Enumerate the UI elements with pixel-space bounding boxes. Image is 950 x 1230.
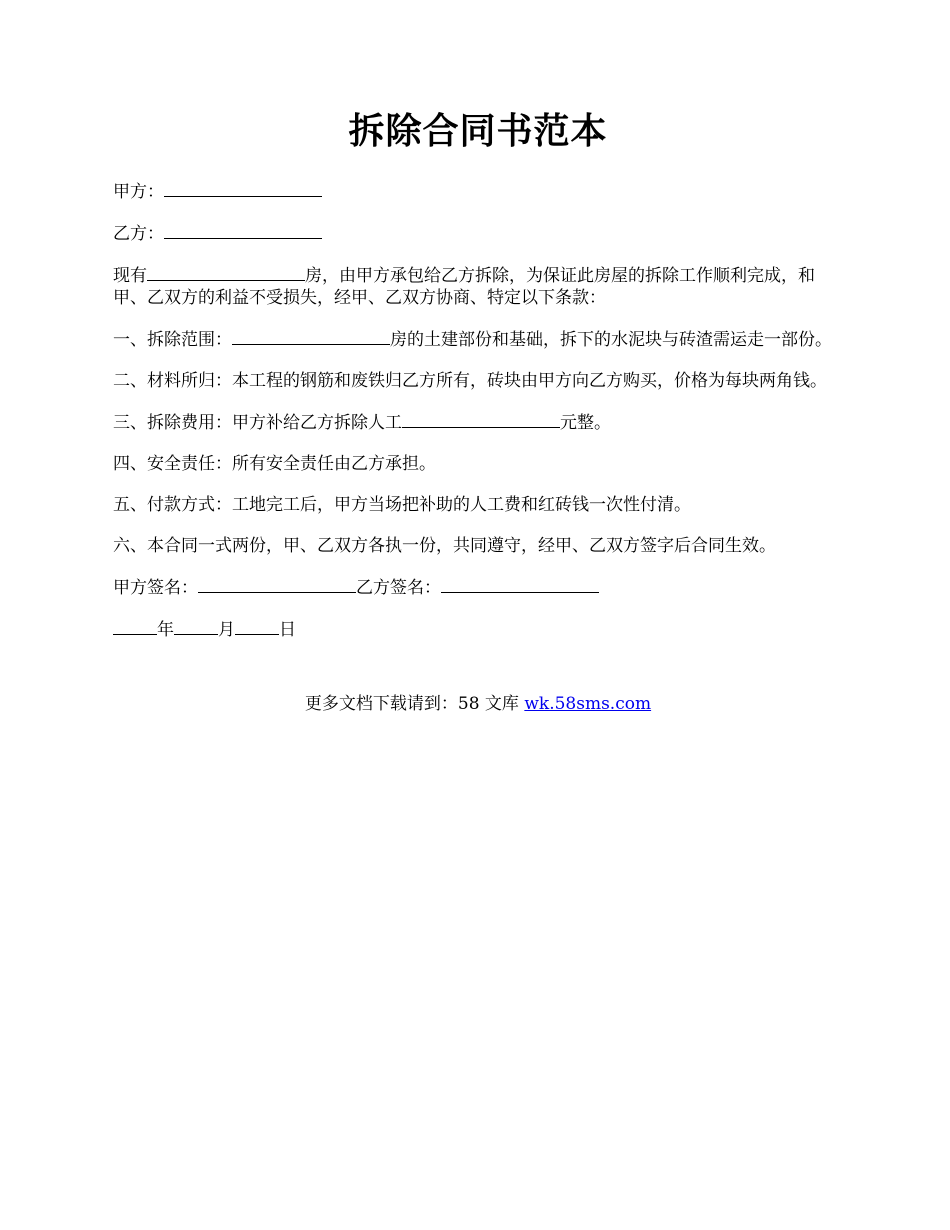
- party-b-blank: [164, 222, 322, 239]
- party-b-line: [113, 222, 843, 245]
- clause-1: [113, 328, 843, 351]
- intro-blank: [147, 264, 305, 281]
- sign-a-blank: [198, 576, 356, 593]
- clause-1-prefix: 一、拆除范围：: [113, 330, 232, 350]
- clause-3-suffix: 元整。: [560, 413, 611, 433]
- sign-b-label: 乙方签名：: [356, 578, 441, 598]
- intro-paragraph: [113, 264, 843, 309]
- day-blank: [235, 618, 279, 635]
- clause-3-prefix: 三、拆除费用：甲方补给乙方拆除人工: [113, 413, 402, 433]
- day-label: 日: [279, 620, 296, 640]
- year-label: 年: [157, 620, 174, 640]
- signature-line: [113, 576, 843, 599]
- clause-1-suffix: 房的土建部份和基础，拆下的水泥块与砖渣需运走一部份。: [390, 330, 832, 350]
- clause-2: 二、材料所归：本工程的钢筋和废铁归乙方所有，砖块由甲方向乙方购买，价格为每块两角钱。: [113, 371, 827, 391]
- month-label: 月: [218, 620, 235, 640]
- clause-6: 六、本合同一式两份，甲、乙双方各执一份，共同遵守，经甲、乙双方签字后合同生效。: [113, 536, 776, 556]
- footer-link[interactable]: wk.58sms.com: [524, 694, 652, 714]
- clause-5: 五、付款方式：工地完工后，甲方当场把补助的人工费和红砖钱一次性付清。: [113, 495, 691, 515]
- intro-prefix: 现有: [113, 266, 147, 286]
- footer-text: 更多文档下载请到：58 文库: [304, 694, 525, 714]
- party-b-label: 乙方：: [113, 224, 164, 244]
- sign-a-label: 甲方签名：: [113, 578, 198, 598]
- document-title: 拆除合同书范本: [348, 110, 608, 152]
- clause-3: [113, 411, 843, 434]
- date-line: [113, 618, 843, 641]
- clause-1-blank: [232, 328, 390, 345]
- clause-4: 四、安全责任：所有安全责任由乙方承担。: [113, 454, 436, 474]
- month-blank: [174, 618, 218, 635]
- footer: [113, 693, 843, 715]
- document-body: [113, 180, 843, 660]
- clause-3-blank: [402, 411, 560, 428]
- sign-b-blank: [441, 576, 599, 593]
- party-a-blank: [164, 180, 322, 197]
- party-a-label: 甲方：: [113, 182, 164, 202]
- intro-suffix: 房，由甲方承包给乙方拆除，为保证此房屋的拆除工作顺利完成，和甲、乙双方的利益不受损失，经甲、乙双方协商、特定以下条款：: [113, 266, 815, 308]
- year-blank: [113, 618, 157, 635]
- party-a-line: [113, 180, 843, 203]
